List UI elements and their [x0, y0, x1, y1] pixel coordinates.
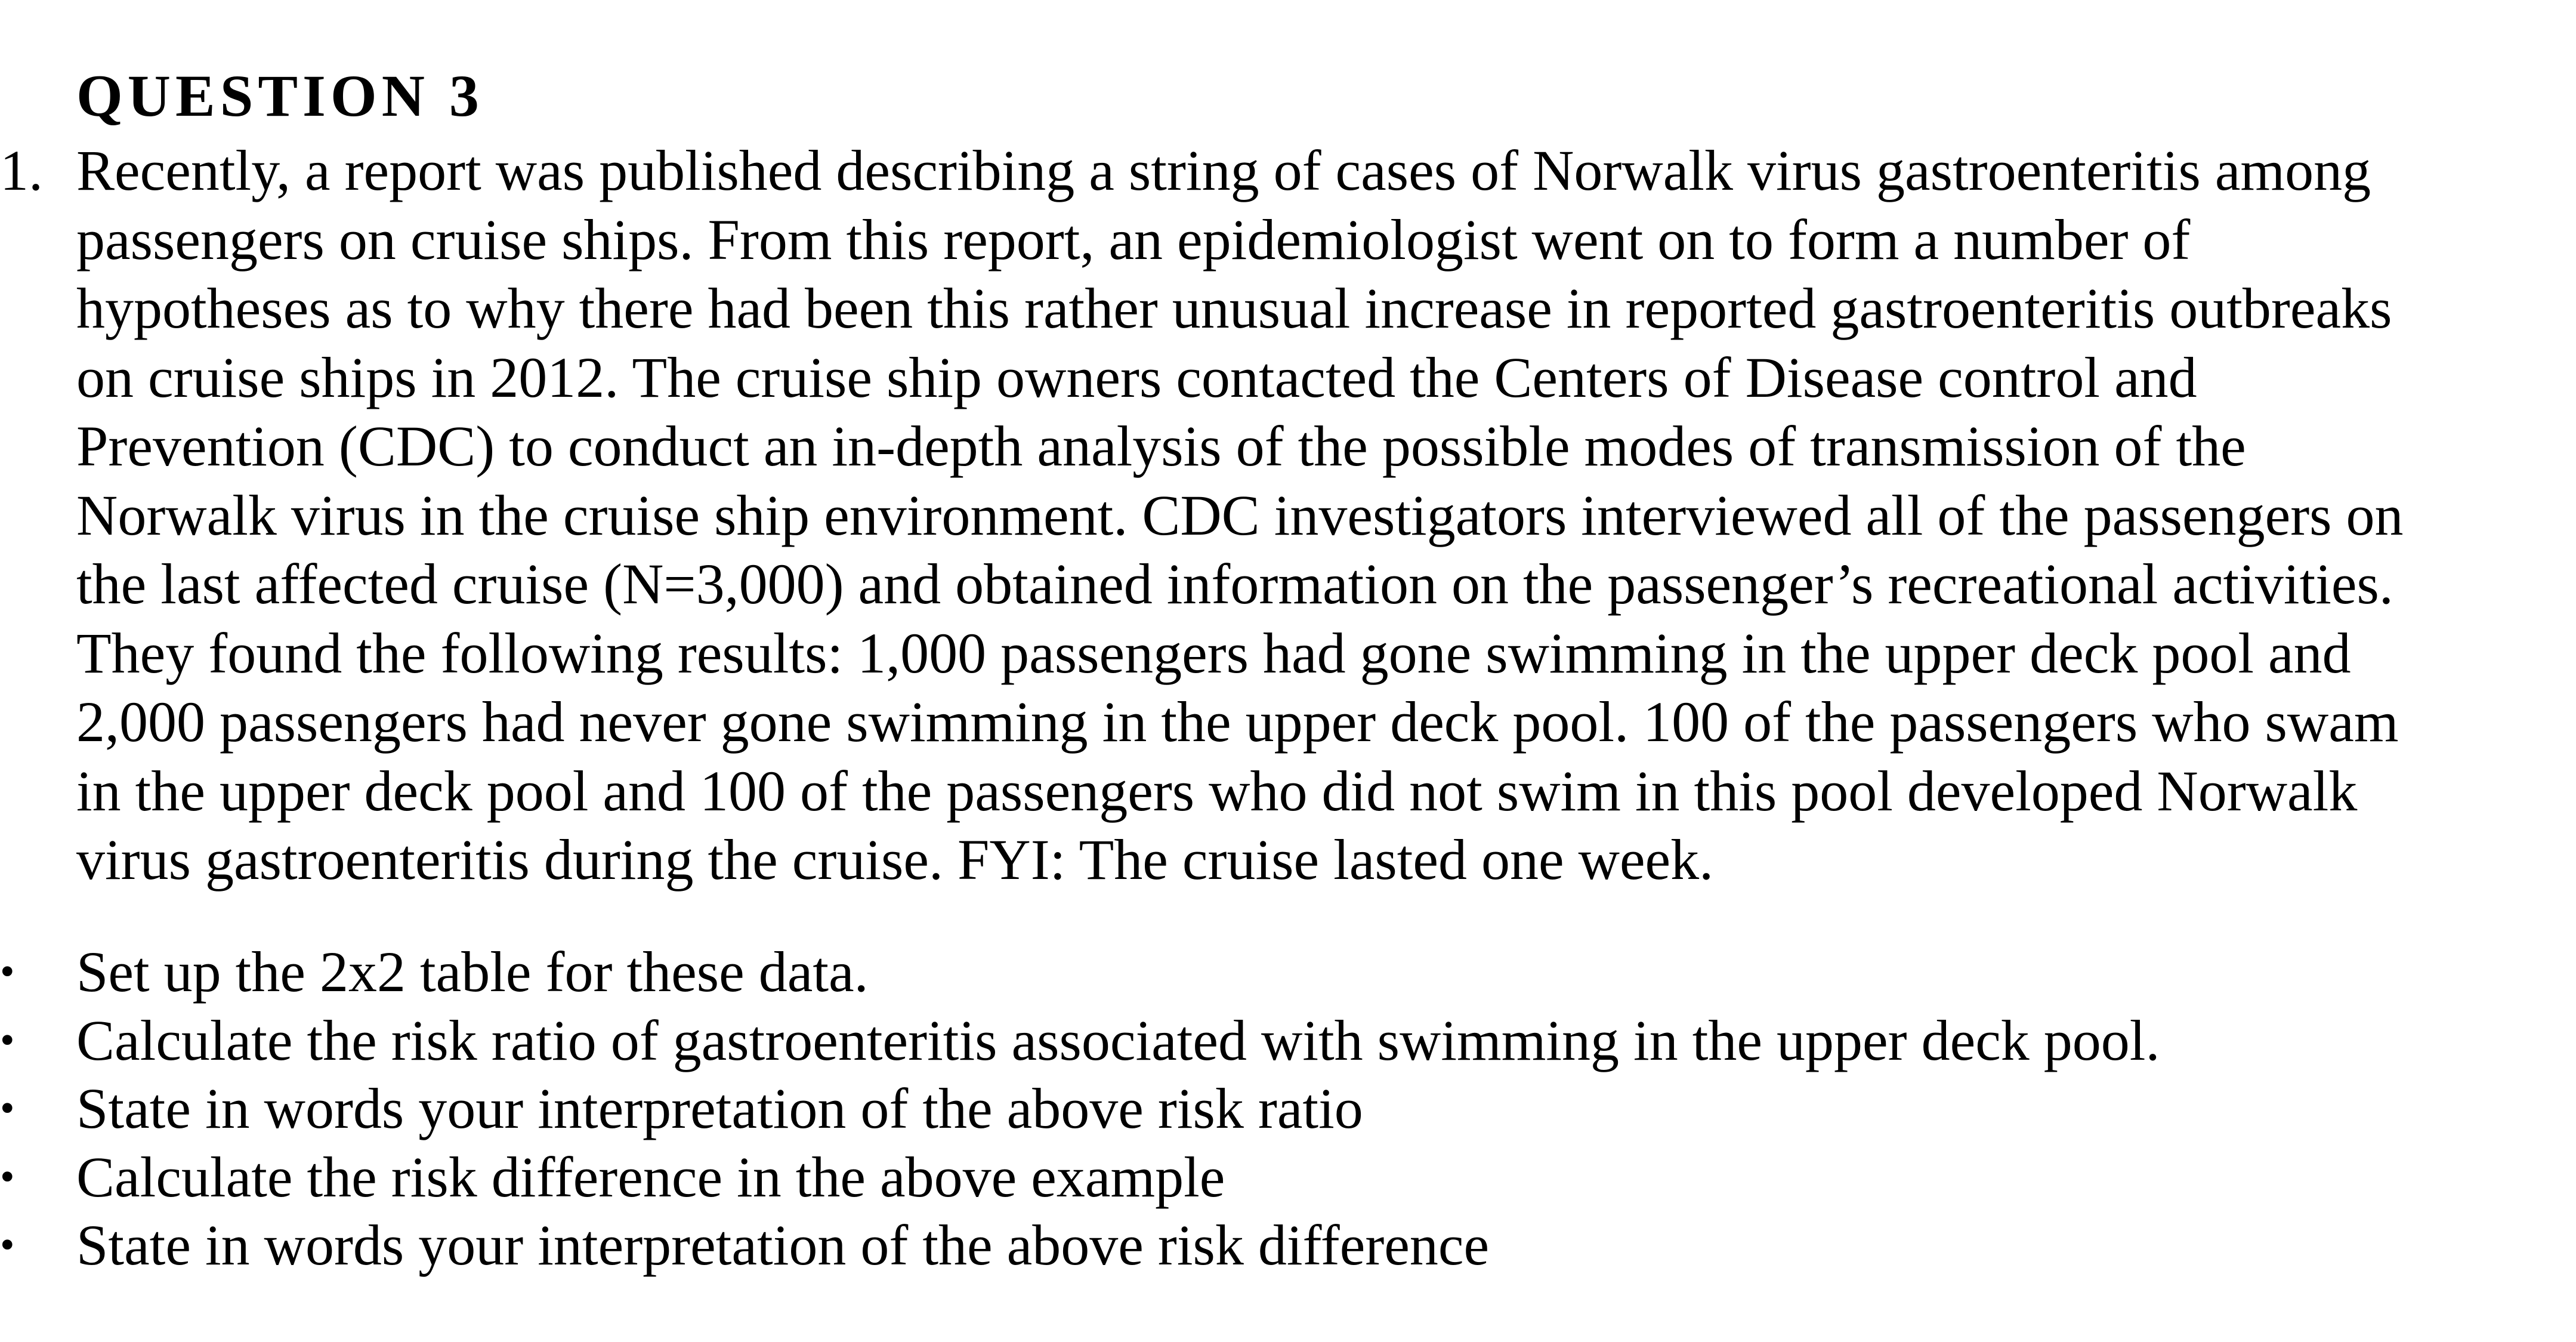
question-text-line: They found the following results: 1,000 passengers had gone swimming in the upper deck pool and — [76, 621, 2351, 685]
bullet-icon: • — [0, 1153, 15, 1200]
task-text: Calculate the risk ratio of gastroenteritis associated with swimming in the upper deck pool. — [76, 1008, 2160, 1072]
task-text: Set up the 2x2 table for these data. — [76, 940, 869, 1004]
question-text-line: 2,000 passengers had never gone swimming in the upper deck pool. 100 of the passengers who swam — [76, 690, 2399, 754]
question-text-line: virus gastroenteritis during the cruise. FYI: The cruise lasted one week. — [76, 828, 1714, 891]
question-text-line: Norwalk virus in the cruise ship environment. CDC investigators interviewed all of the passengers on — [76, 483, 2404, 547]
question-heading: QUESTION 3 — [76, 63, 484, 129]
question-text — [76, 136, 2565, 894]
question-text-line: Recently, a report was published describing a string of cases of Norwalk virus gastroenteritis among — [76, 138, 2371, 202]
question-text-line: on cruise ships in 2012. The cruise ship owners contacted the Centers of Disease control and — [76, 345, 2197, 409]
task-item — [0, 938, 2565, 1007]
bullet-icon: • — [0, 1222, 15, 1268]
question-text-line: the last affected cruise (N=3,000) and obtained information on the passenger’s recreational activities. — [76, 552, 2393, 616]
question-text-line: passengers on cruise ships. From this report, an epidemiologist went on to form a number of — [76, 207, 2191, 272]
question-text-line: Prevention (CDC) to conduct an in-depth analysis of the possible modes of transmission of the — [76, 414, 2246, 478]
question-number: 1. — [0, 138, 43, 202]
task-text: Calculate the risk difference in the above example — [76, 1144, 1225, 1209]
task-text: State in words your interpretation of the above risk ratio — [76, 1076, 1363, 1140]
question-text-line: in the upper deck pool and 100 of the passengers who did not swim in this pool developed Norwalk — [76, 758, 2358, 823]
task-item — [0, 1075, 2565, 1143]
bullet-icon: • — [0, 1017, 15, 1063]
bullet-icon: • — [0, 949, 15, 995]
question-text-line: hypotheses as to why there had been this rather unusual increase in reported gastroenteritis outbreaks — [76, 276, 2392, 340]
task-item — [0, 1007, 2565, 1075]
task-list — [0, 938, 2565, 1280]
bullet-icon: • — [0, 1085, 15, 1131]
task-text: State in words your interpretation of the above risk difference — [76, 1213, 1490, 1277]
task-item — [0, 1211, 2565, 1280]
task-item — [0, 1143, 2565, 1212]
